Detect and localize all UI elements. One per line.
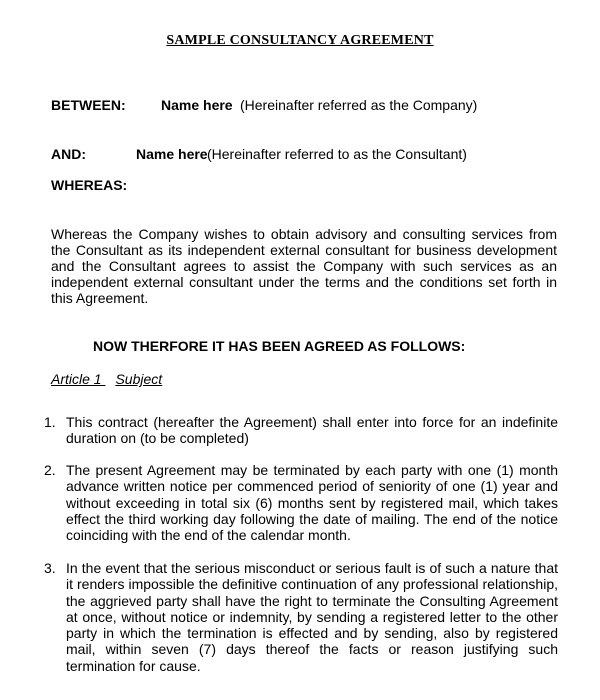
clause-text: This contract (hereafter the Agreement) shall enter into force for an indefinite duration on (to be completed) [66,414,558,447]
between-label: BETWEEN: [51,97,126,113]
whereas-paragraph: Whereas the Company wishes to obtain advisory and consulting services from the Consultant as its independent external consultant for business development and the Consultant agrees to assist the Company with such services as an independent external consultant under the terms and the conditions set forth in this Agreement. [51,226,557,306]
clause-item [44,414,558,447]
company-name: Name here [161,97,233,113]
clause-number: 2. [44,462,56,478]
and-line [51,146,467,162]
agreed-heading: NOW THERFORE IT HAS BEEN AGREED AS FOLLOWS: [93,338,466,354]
between-line [51,97,478,113]
and-label: AND: [51,146,86,162]
company-description: (Hereinafter referred as the Company) [240,97,478,113]
whereas-label: WHEREAS: [51,177,128,193]
article-heading [51,371,162,387]
document-title: SAMPLE CONSULTANCY AGREEMENT [166,33,434,48]
consultant-name: Name here [136,146,208,162]
clause-item [44,560,558,674]
clause-number: 1. [44,414,56,430]
article-subject: Subject [115,371,163,387]
clause-number: 3. [44,560,56,576]
clause-text: The present Agreement may be terminated by each party with one (1) month advance written notice per commenced period of seniority of one (1) year and without exceeding in total six (6) months sent by registered mail, which takes effect the third working day following the date of mailing. The end of the notice coinciding with the end of the calendar month. [66,462,558,544]
clause-item [44,462,558,543]
article-number: Article 1 [51,371,102,387]
clause-text: In the event that the serious misconduct or serious fault is of such a nature that it renders impossible the definitive continuation of any professional relationship, the aggrieved party shall have the right to terminate the Consulting Agreement at once, without notice or indemnity, by sending a registered letter to the other party in which the termination is effected and by sending, also by registered mail, within seven (7) days thereof the facts or reason justifying such termination for cause. [66,560,558,674]
consultant-description: (Hereinafter referred to as the Consultant) [207,146,467,162]
